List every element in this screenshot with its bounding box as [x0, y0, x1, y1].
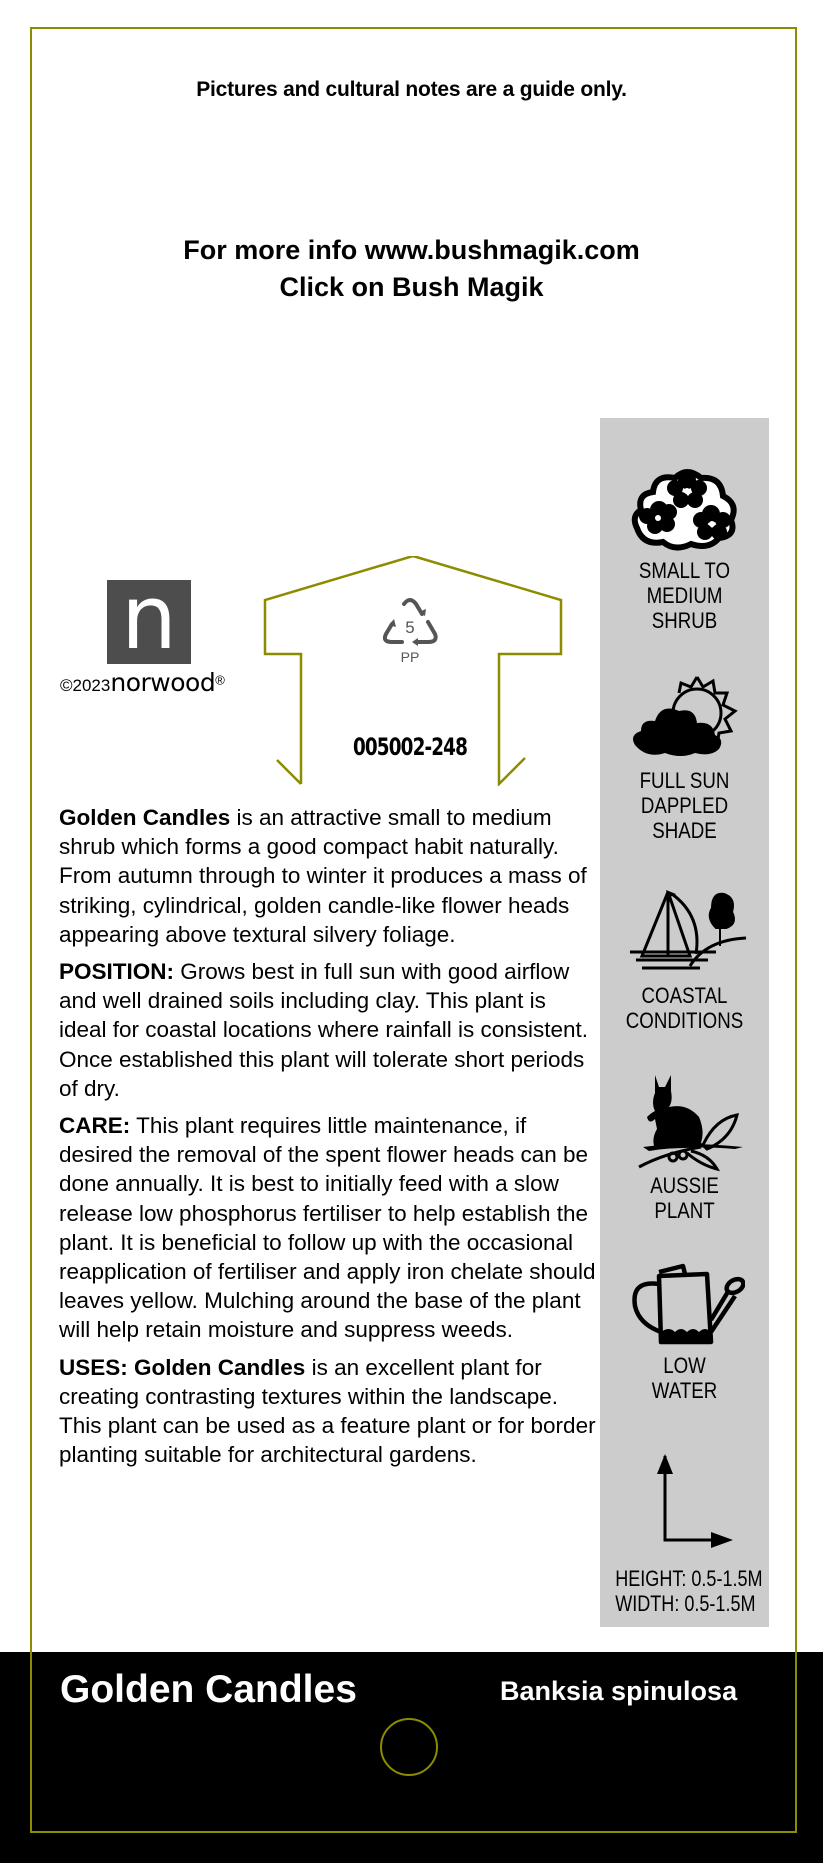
position-text: Grows best in full sun with good airflow and well drained soils including clay. This plant is ideal for coastal locations where rainfall is consistent. Once established this plant will tolerate short periods of dry.: [59, 959, 589, 1101]
uses-text: is an excellent plant for creating contrasting textures within the landscape. This plant can be used as a feature plant or for border planting suitable for architectural gardens.: [59, 1354, 596, 1468]
logo-letter: n: [121, 566, 177, 669]
intro-plant-name: Golden Candles: [59, 805, 231, 830]
recycle-symbol: [380, 598, 440, 670]
plant-botanical-name: Banksia spinulosa: [500, 1676, 738, 1706]
feature-label-line: SHADE: [652, 818, 717, 843]
feature-label-line: SMALL TO: [638, 558, 731, 583]
feature-size: [600, 1448, 769, 1616]
feature-label-line: WATER: [651, 1378, 718, 1403]
feature-label-line: MEDIUM: [646, 583, 723, 608]
care-text: This plant requires little maintenance, if desired the removal of the spent flower heads can be done annually. It is best to initially feed with a slow release low phosphorus fertiliser to help establish the plant. It is beneficial to follow up with the occasional reapplication of fertiliser and apply iron chelate should leaves yellow. Mulching around the base of the plant will help retain moisture and suppress weeds.: [59, 1113, 596, 1343]
feature-label-line: SHRUB: [651, 608, 718, 633]
registered-mark: ®: [215, 672, 225, 688]
shrub-icon: [625, 458, 745, 558]
feature-panel: [600, 418, 769, 1627]
feature-sun: [600, 673, 769, 843]
feature-coastal: [600, 888, 769, 1033]
feature-label-line: COASTAL: [641, 983, 728, 1008]
copyright-line: [60, 668, 225, 697]
recycle-number: 5: [405, 618, 415, 637]
feature-label-line: CONDITIONS: [625, 1008, 744, 1033]
plant-common-name: Golden Candles: [60, 1668, 357, 1711]
width-spec: WIDTH: 0.5-1.5M: [615, 1591, 756, 1616]
feature-water: [600, 1258, 769, 1403]
height-spec: HEIGHT: 0.5-1.5M: [615, 1566, 763, 1591]
more-info-block: [0, 232, 823, 306]
uses-label: USES:: [59, 1354, 128, 1380]
more-info-link[interactable]: For more info www.bushmagik.com: [183, 235, 640, 265]
uses-plant-name: Golden Candles: [134, 1354, 306, 1380]
care-label: CARE:: [59, 1113, 131, 1139]
hang-hole-circle: [380, 1718, 438, 1776]
kangaroo-icon: [625, 1073, 745, 1173]
norwood-logo: [107, 566, 191, 669]
feature-label-line: DAPPLED: [640, 793, 729, 818]
sailboat-icon: [620, 888, 750, 983]
copyright-year: ©2023: [60, 676, 111, 695]
sun-cloud-icon: [625, 673, 745, 768]
position-label: POSITION:: [59, 959, 175, 985]
intro-text: is an attractive small to medium shrub which forms a good compact habit naturally. From autumn through to winter it produces a mass of striking, cylindrical, golden candle-like flower heads appearing above textural silvery foliage.: [59, 805, 587, 947]
watering-can-icon: [625, 1258, 745, 1353]
feature-label-line: AUSSIE: [650, 1173, 719, 1198]
uses-paragraph: [59, 1353, 599, 1470]
more-info-instruction: Click on Bush Magik: [279, 272, 544, 302]
recycle-material: PP: [400, 649, 420, 665]
care-paragraph: [59, 1111, 599, 1345]
disclaimer-text: Pictures and cultural notes are a guide only.: [196, 78, 627, 101]
position-paragraph: [59, 957, 599, 1103]
dimension-arrows-icon: [625, 1448, 745, 1548]
product-code: 005002-248: [352, 733, 468, 761]
feature-label-line: PLANT: [654, 1198, 715, 1223]
intro-paragraph: [59, 803, 599, 949]
feature-aussie: [600, 1073, 769, 1223]
care-notes: [59, 803, 599, 1477]
feature-label-line: FULL SUN: [639, 768, 730, 793]
feature-shrub-size: [600, 458, 769, 633]
feature-label-line: LOW: [663, 1353, 706, 1378]
brand-name: norwood: [110, 668, 216, 697]
